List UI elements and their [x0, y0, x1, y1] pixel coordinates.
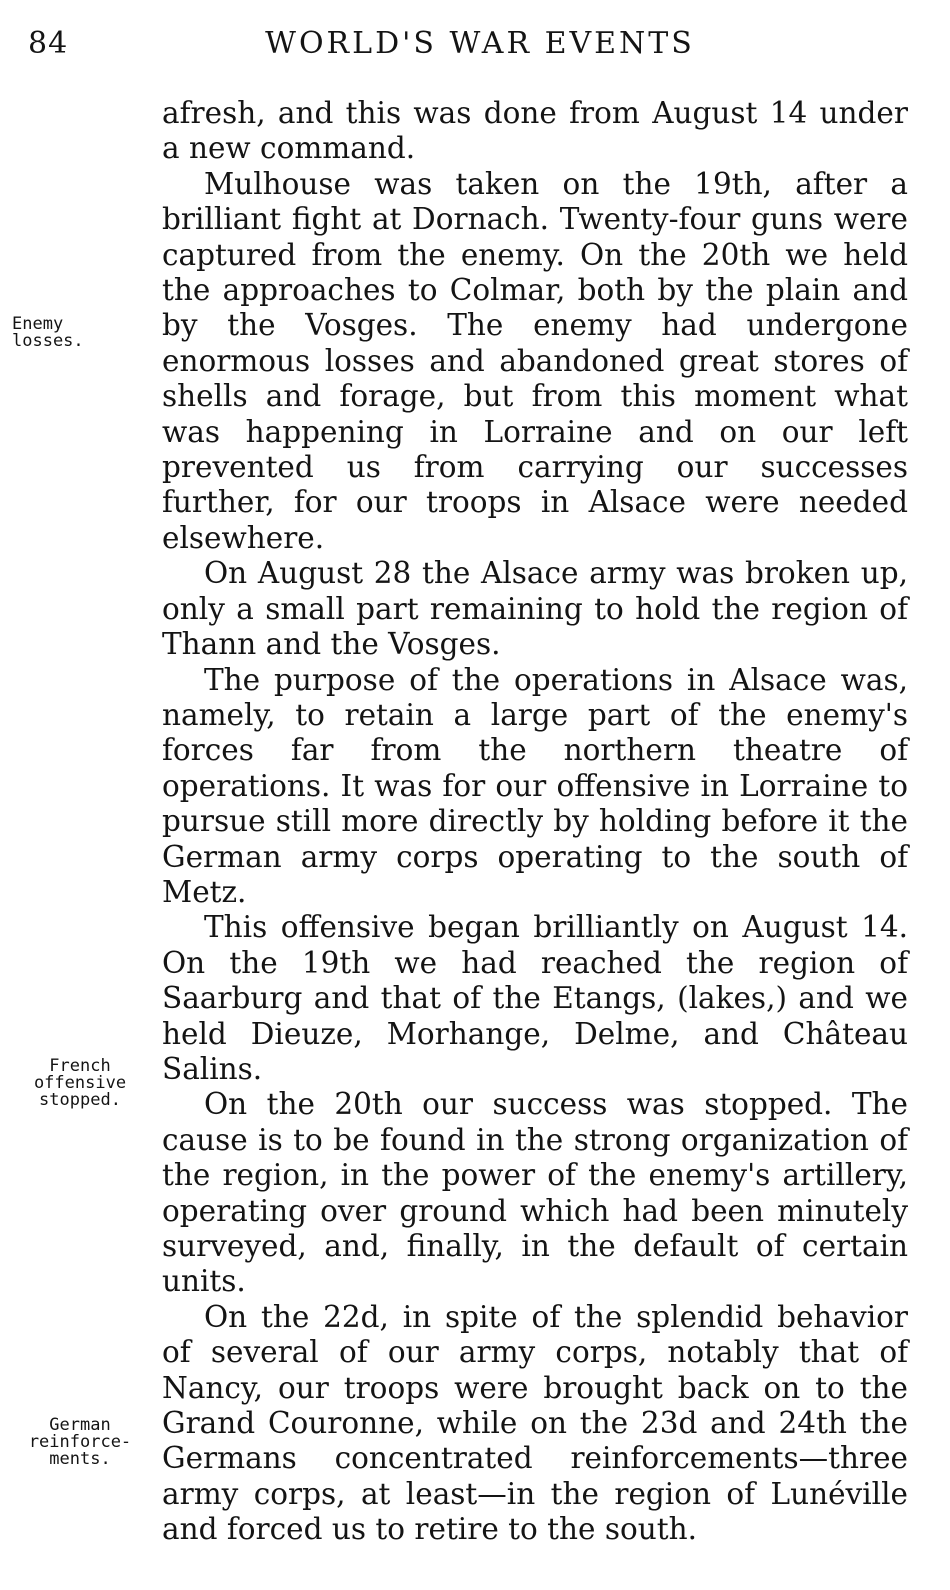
paragraph: On the 22d, in spite of the splendid behavior of several of our army corps, notably that of Nancy, our troops were brought back on to the Grand Couronne, while on the 23d and 24th the Germans concentrated reinforcements—three army corps, at least—in the region of Lunéville and forced us to retire to the south.	[162, 1299, 908, 1547]
sidenote-line: offensive	[33, 1073, 127, 1093]
page-header	[0, 22, 950, 72]
sidenote-line: Enemy	[12, 314, 64, 334]
sidenote-line: stopped.	[39, 1090, 121, 1110]
paragraph: The purpose of the operations in Alsace was, namely, to retain a large part of the enemy's forces far from the northern theatre of operations. It was for our offensive in Lorraine to pursue still more directly by holding before it the German army corps operating to the south of Metz.	[162, 662, 908, 909]
sidenote-line: losses.	[12, 331, 84, 351]
paragraph: This offensive began brilliantly on August 14. On the 19th we had reached the region of Saarburg and that of the Etangs, (lakes,) and we held Dieuze, Morhange, Delme, and Château Salins.	[162, 910, 908, 1086]
paragraph: Mulhouse was taken on the 19th, after a brilliant fight at Dornach. Twenty-four guns were captured from the enemy. On the 20th we held the approaches to Colmar, both by the plain and by the Vosges. The enemy had undergone enormous losses and abandoned great stores of shells and forage, but from this moment what was happening in Lorraine and on our left prevented us from carrying our successes further, for our troops in Alsace were needed elsewhere.	[162, 166, 908, 555]
sidenote-enemy-losses	[12, 316, 132, 350]
body-text	[162, 96, 908, 1548]
sidenote-line: ments.	[49, 1449, 111, 1469]
paragraph: On August 28 the Alsace army was broken up, only a small part remaining to hold the region of Thann and the Vosges.	[162, 556, 908, 662]
sidenote-line: reinforce-	[28, 1432, 132, 1452]
sidenote-line: German	[49, 1415, 111, 1435]
paragraph: On the 20th our success was stopped. The cause is to be found in the strong organization of the region, in the power of the enemy's artillery, operating over ground which had been minutely surveyed, and, finally, in the default of certain units.	[162, 1087, 908, 1299]
sidenote-german-reinforcements	[20, 1417, 140, 1468]
page-number: 84	[28, 26, 69, 61]
running-title: WORLD'S WAR EVENTS	[265, 26, 695, 61]
paragraph: afresh, and this was done from August 14 under a new command.	[162, 96, 908, 166]
sidenote-line: French	[49, 1056, 111, 1076]
sidenote-french-offensive-stopped	[20, 1058, 140, 1109]
